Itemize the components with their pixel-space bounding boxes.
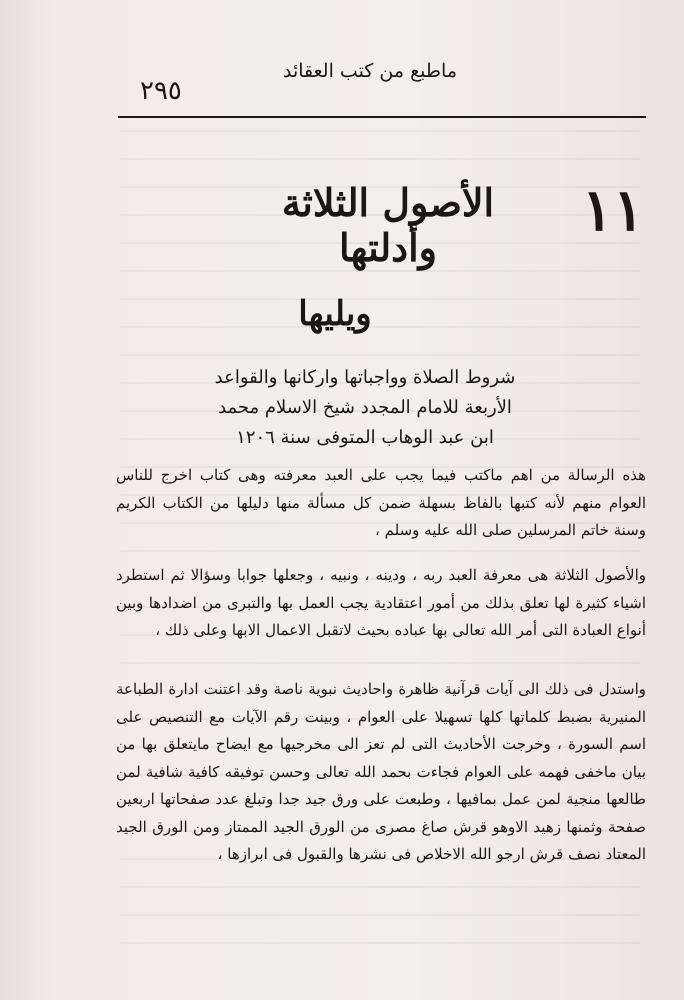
chapter-title: الأصول الثلاثة وأدلتها [281,180,495,270]
paragraph-text: هذه الرسالة من اهم ماكتب فيما يجب على العبد معرفته وهى كتاب اخرج للناس العوام منهم لأنه كتبها بالفاظ بسهلة ضمن كل مسألة منها دليلها من الكتاب الكريم وسنة خاتم المرسلين صلى الله عليه وسلم ، [116,466,646,539]
paragraph-text: واستدل فى ذلك الى آيات قرآنية ظاهرة واحاديث نبوية ناصة وقد اعتنت ادارة الطباعة المنيرية بضبط كلماتها كلها تسهيلا على العوام ، وبينت رقم الآيات مع التنصيص على اسم السورة ، وخرجت الأحاديث التى لم تعز الى مخرجيها مع ايضاح مايتعلق بها من بيان ماخفى فهمه على العوام فجاءت بحمد الله تعالى وحسن توفيقه كافية شافية لمن طالعها منجية لمن عمل بمافيها ، وطبعت على ورق جيد جدا وتبلغ عدد صفحاتها اربعين صفحة وثمنها زهيد الاوهو قرش صاغ مصرى من الورق الجيد الممتاز ومن الورق الجيد المعتاد نصف قرش ارجو الله الاخلاص فى نشرها والقبول فى ابرازها ، [116,680,646,863]
chapter-subtitle: ويليها [298,294,372,334]
body-paragraph [116,676,646,869]
intro-line: ابن عبد الوهاب المتوفى سنة ١٢٠٦ [236,427,494,448]
header-rule [118,116,646,118]
intro-line: شروط الصلاة وواجباتها واركانها والقواعد [214,367,516,388]
intro-line: الأربعة للامام المجدد شيخ الاسلام محمد [218,397,512,418]
body-paragraph [116,462,646,545]
paragraph-text: والأصول الثلاثة هى معرفة العبد ربه ، ودينه ، ونبيه ، وجعلها جوابا وسؤالا ثم استطرد اشياء كثيرة لها تعلق بذلك من أمور اعتقادية يجب العمل بها والتبرى من اضدادها وبين أنواع العبادة التى أمر الله تعالى بها عباده بحيث لاتقبل الاعمال الابها وعلى ذلك ، [116,566,646,639]
body-paragraph [116,562,646,645]
page-number: ٢٩٥ [140,76,182,106]
intro-block [140,363,590,453]
chapter-number: ١١ [581,176,644,244]
running-title: ماطبع من كتب العقائد [282,60,458,82]
